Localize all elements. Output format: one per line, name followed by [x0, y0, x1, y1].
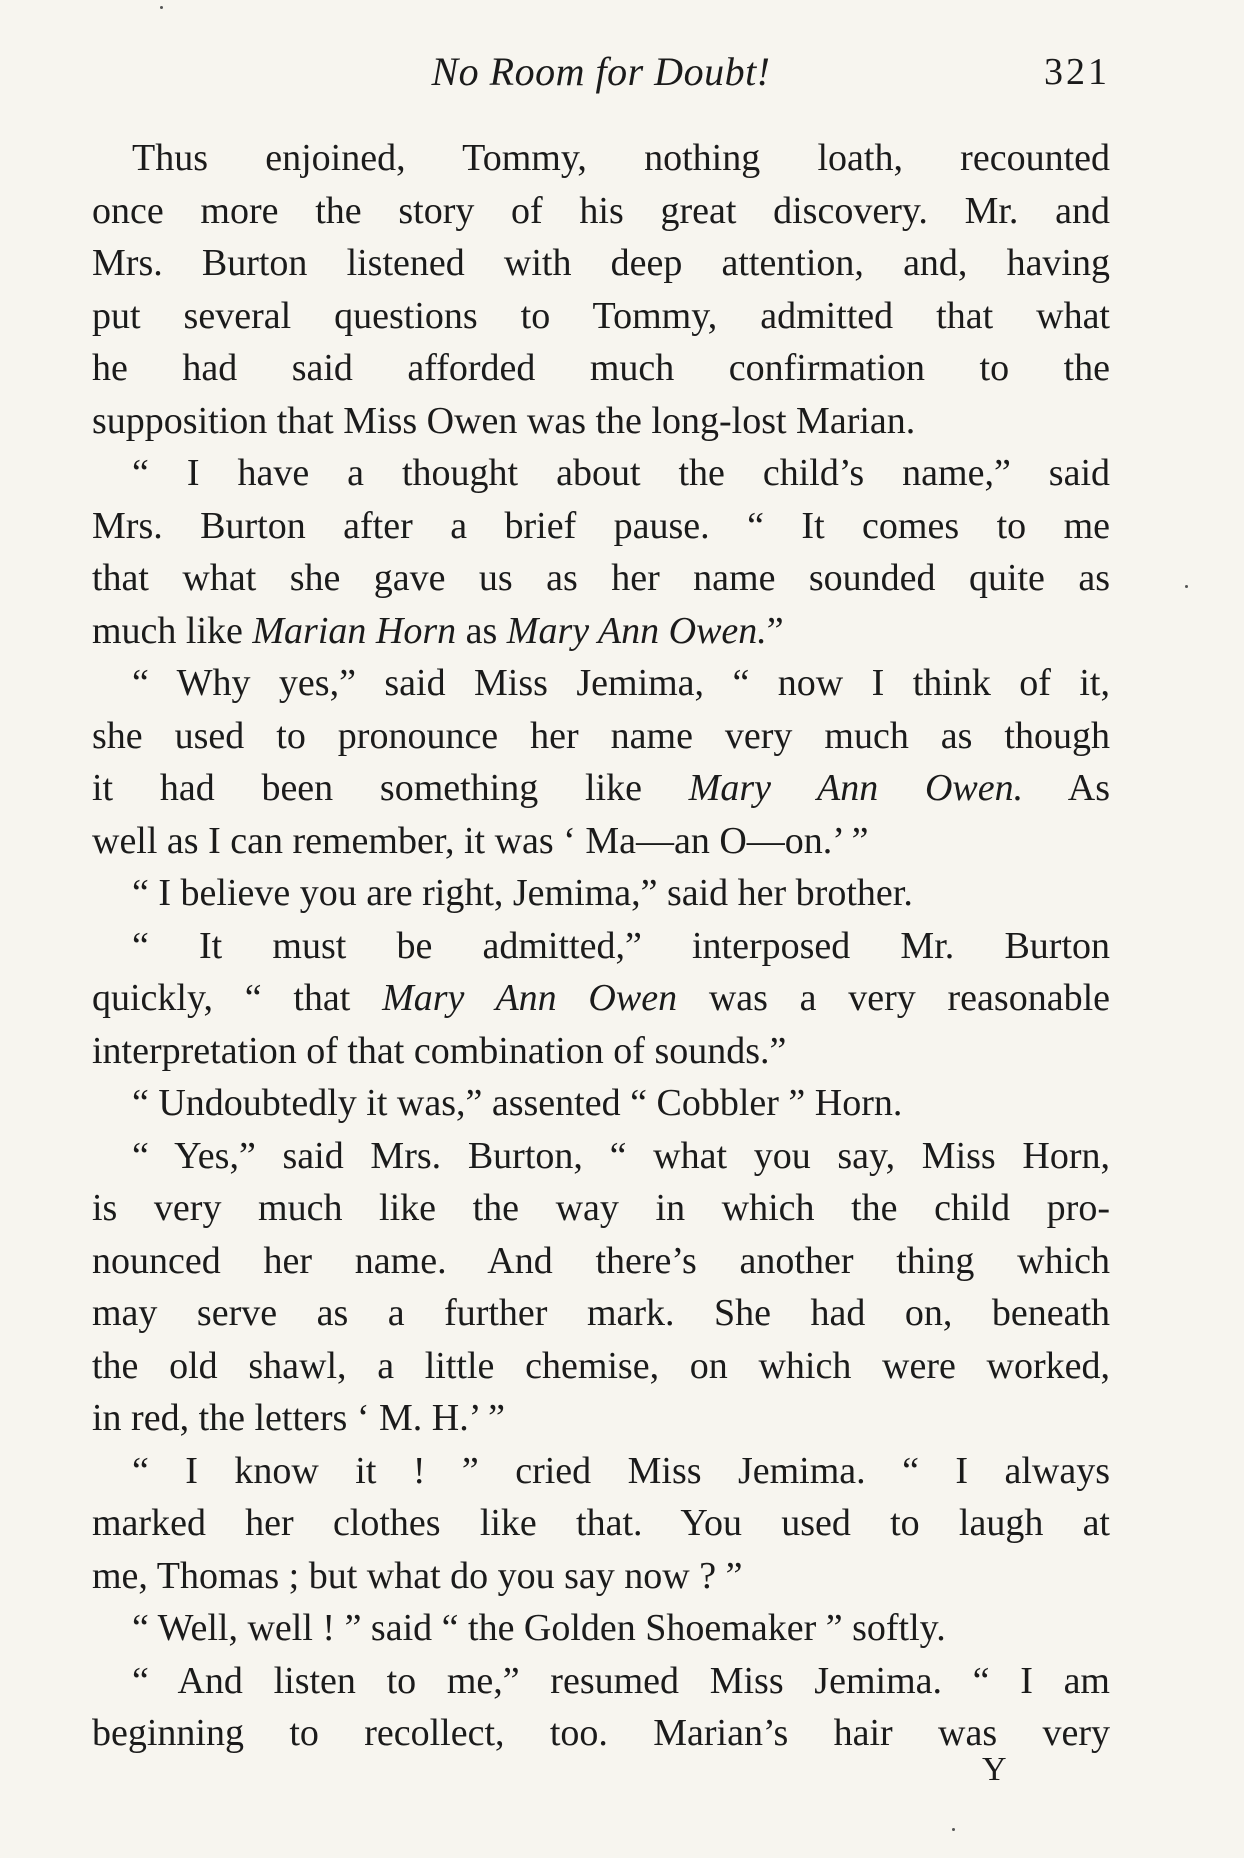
text-line: nounced her name. And there’s another thing which: [92, 1239, 1110, 1282]
italic-name: Mary Ann Owen.: [506, 609, 767, 652]
text-segment: as: [456, 609, 507, 652]
text-segment: ”: [766, 609, 784, 652]
text-line: “ I know it ! ” cried Miss Jemima. “ I always: [132, 1449, 1110, 1492]
text-line: “ I have a thought about the child’s name,” said: [132, 452, 1110, 494]
text-line: [92, 605, 1110, 658]
text-line: she used to pronounce her name very much as though: [92, 714, 1110, 757]
running-head: No Room for Doubt!: [431, 49, 771, 94]
body-text: [92, 132, 1110, 1760]
text-line: once more the story of his great discovery. Mr. and: [92, 189, 1110, 232]
text-line: “ Undoubtedly it was,” assented “ Cobbler ” Horn.: [132, 1082, 903, 1124]
text-line: he had said afforded much confirmation to the: [92, 347, 1110, 389]
text-line: the old shawl, a little chemise, on which were worked,: [92, 1344, 1110, 1387]
text-line: interpretation of that combination of sounds.”: [92, 1029, 787, 1072]
text-line: Mrs. Burton after a brief pause. “ It comes to me: [92, 504, 1110, 547]
text-line: “ And listen to me,” resumed Miss Jemima. “ I am: [132, 1659, 1110, 1702]
paper-speck: [952, 1828, 955, 1831]
signature-mark: Y: [982, 1751, 1007, 1788]
text-line: “ Yes,” said Mrs. Burton, “ what you say, Miss Horn,: [132, 1134, 1110, 1177]
paper-speck: [1185, 585, 1188, 588]
text-line: marked her clothes like that. You used to laugh at: [92, 1502, 1110, 1544]
text-line: Thus enjoined, Tommy, nothing loath, recounted: [132, 137, 1110, 179]
text-segment: was a very reasonable: [677, 977, 1110, 1019]
text-line: “ Why yes,” said Miss Jemima, “ now I think of it,: [132, 662, 1110, 704]
text-line: [92, 972, 1110, 1025]
text-line: beginning to recollect, too. Marian’s hair was very: [92, 1712, 1110, 1754]
paper-speck: [160, 6, 163, 9]
text-line: well as I can remember, it was ‘ Ma—an O—on.’ ”: [92, 819, 869, 862]
text-line: is very much like the way in which the child pro-: [92, 1187, 1110, 1229]
text-line: “ I believe you are right, Jemima,” said her brother.: [132, 872, 913, 914]
text-line: “ Well, well ! ” said “ the Golden Shoemaker ” softly.: [132, 1607, 946, 1649]
page-number: 321: [1044, 51, 1110, 93]
text-line: in red, the letters ‘ M. H.’ ”: [92, 1397, 505, 1439]
text-line: may serve as a further mark. She had on, beneath: [92, 1292, 1110, 1334]
text-segment: quickly, “ that: [92, 977, 383, 1019]
italic-name: Mary Ann Owen: [382, 977, 678, 1019]
text-line: that what she gave us as her name sounded quite as: [92, 557, 1110, 599]
italic-name: Marian Horn: [252, 609, 457, 652]
text-line: put several questions to Tommy, admitted that what: [92, 294, 1110, 337]
page-header: [92, 42, 1110, 102]
text-line: “ It must be admitted,” interposed Mr. Burton: [132, 924, 1110, 967]
text-line: Mrs. Burton listened with deep attention, and, having: [92, 242, 1110, 284]
text-segment: it had been something like: [92, 767, 689, 809]
text-segment: much like: [92, 609, 253, 652]
text-line: [92, 762, 1110, 815]
text-segment: As: [1023, 767, 1110, 809]
italic-name: Mary Ann Owen.: [688, 767, 1024, 809]
text-line: supposition that Miss Owen was the long-lost Marian.: [92, 399, 916, 442]
text-line: me, Thomas ; but what do you say now ? ”: [92, 1554, 743, 1597]
